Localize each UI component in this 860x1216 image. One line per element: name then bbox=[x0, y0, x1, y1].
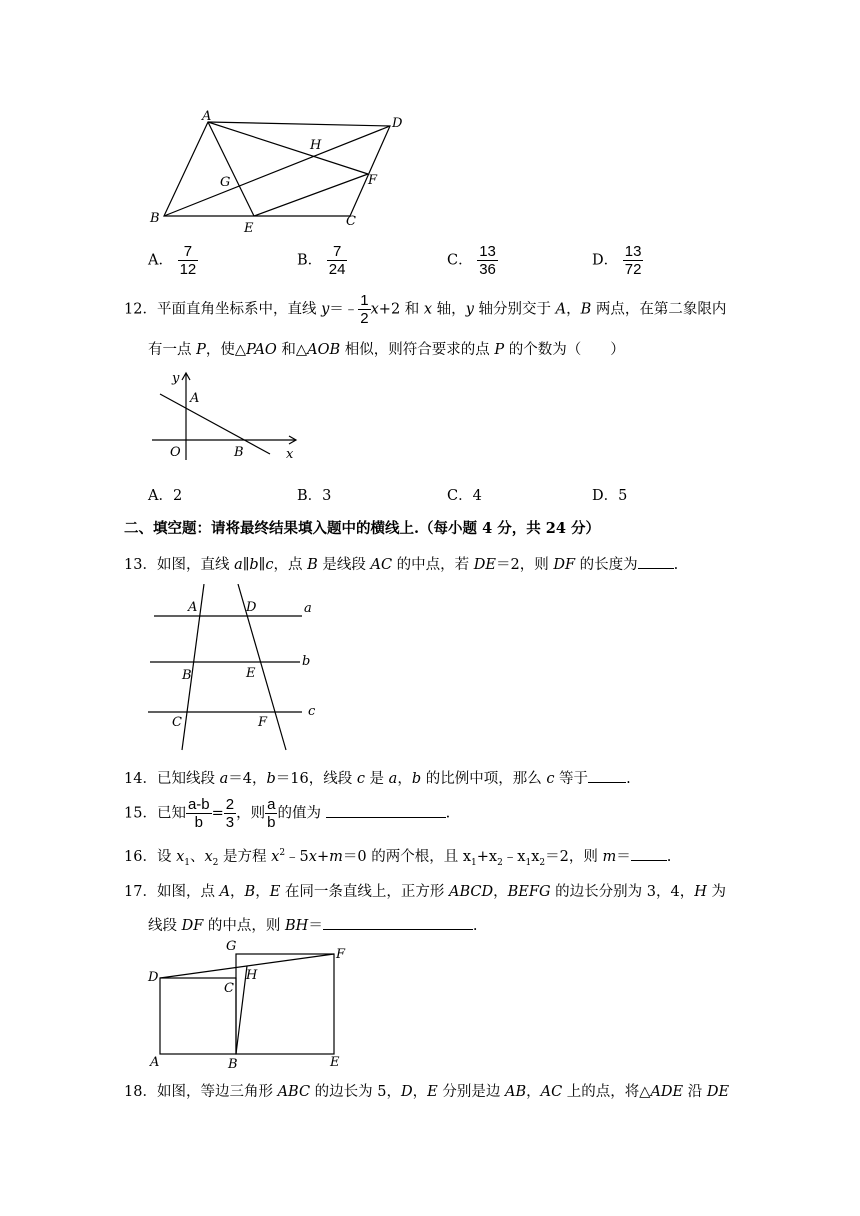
label-D: D bbox=[246, 600, 257, 615]
q12-option-b: B．3 bbox=[297, 488, 332, 504]
q12-line1: 12．平面直角坐标系中，直线 y＝﹣ $\frac{1}{2}$ x+2 和 x 轴，y 轴分别交于 A，B 两点，在第二象限内 bbox=[124, 292, 727, 327]
label-B: B bbox=[182, 668, 192, 683]
fraction: $\frac{a}{b}$ bbox=[267, 796, 276, 831]
q11-option-b: B． $\frac{7}{24}$ bbox=[297, 243, 346, 278]
q12-option-c: C．4 bbox=[447, 488, 482, 504]
label-A: A bbox=[190, 391, 200, 406]
q17-line1: 17．如图，点 A，B，E 在同一条直线上，正方形 ABCD，BEFG 的边长分别为 3，4，H 为 bbox=[124, 884, 726, 900]
label-F: F bbox=[368, 173, 378, 188]
label-E: E bbox=[246, 666, 256, 681]
fraction: $\frac{7}{12}$ bbox=[179, 243, 197, 278]
segment-EF bbox=[254, 174, 368, 216]
label-B: B bbox=[228, 1057, 238, 1072]
label-D: D bbox=[392, 116, 403, 131]
q13-parallel-lines-figure bbox=[140, 584, 330, 754]
label-D: D bbox=[148, 970, 159, 985]
label-A: A bbox=[150, 1055, 160, 1070]
fraction: $\frac{1}{2}$ bbox=[360, 292, 369, 327]
label-O: O bbox=[170, 445, 181, 460]
answer-blank[interactable] bbox=[638, 554, 674, 569]
q11-option-a: A． $\frac{7}{12}$ bbox=[148, 243, 197, 278]
q11-option-c: C． $\frac{13}{36}$ bbox=[447, 243, 496, 278]
q13-line: 13．如图，直线 a∥b∥c，点 B 是线段 AC 的中点，若 DE＝2，则 DF 的长度为 . bbox=[124, 553, 678, 574]
label-G: G bbox=[226, 939, 237, 954]
fraction: $\frac{7}{24}$ bbox=[328, 243, 346, 278]
label-y: y bbox=[172, 371, 180, 386]
q17-squares-figure bbox=[140, 936, 360, 1072]
q17-line2: 线段 DF 的中点，则 BH＝ . bbox=[148, 914, 477, 935]
q12-line2: 有一点 P，使△PAO 和△AOB 相似，则符合要求的点 P 的个数为（ ） bbox=[148, 342, 625, 358]
section-heading: 二、填空题：请将最终结果填入题中的横线上.（每小题 4 分，共 24 分） bbox=[124, 520, 601, 537]
q16-line: 16．设 $x_1$、$x_2$ 是方程 $x^2﹣5x+m=0$ 的两个根，且 $x_1+x_2﹣x_1x_2=2$，则 m＝ . bbox=[124, 845, 671, 868]
q12-option-d: D．5 bbox=[592, 488, 628, 504]
answer-blank[interactable] bbox=[326, 803, 446, 818]
label-G: G bbox=[220, 175, 231, 190]
label-B: B bbox=[150, 211, 160, 226]
label-c: c bbox=[308, 704, 316, 719]
label-a: a bbox=[304, 601, 312, 616]
answer-blank[interactable] bbox=[588, 768, 626, 783]
label-C: C bbox=[346, 214, 356, 229]
label-F: F bbox=[258, 715, 268, 730]
label-b: b bbox=[302, 654, 311, 669]
label-C: C bbox=[224, 981, 234, 996]
label-B: B bbox=[234, 445, 244, 460]
q14-line: 14．已知线段 a＝4，b＝16，线段 c 是 a，b 的比例中项，那么 c 等于 . bbox=[124, 767, 631, 788]
label-E: E bbox=[244, 221, 254, 236]
q18-line: 18．如图，等边三角形 ABC 的边长为 5，D，E 分别是边 AB，AC 上的点，将△ADE 沿 DE bbox=[124, 1084, 730, 1100]
label-A: A bbox=[188, 600, 198, 615]
label-F: F bbox=[336, 947, 346, 962]
q12-coordinate-figure bbox=[148, 366, 308, 466]
q11-option-d: D． $\frac{13}{72}$ bbox=[592, 243, 642, 278]
label-x: x bbox=[286, 447, 294, 462]
label-H: H bbox=[246, 968, 258, 983]
label-E: E bbox=[330, 1055, 340, 1070]
label-A: A bbox=[202, 109, 212, 124]
answer-blank[interactable] bbox=[323, 915, 473, 930]
fraction: $\frac{2}{3}$ bbox=[225, 796, 235, 831]
fraction: $\frac{13}{36}$ bbox=[479, 243, 496, 278]
q11-parallelogram-figure bbox=[140, 104, 430, 238]
answer-blank[interactable] bbox=[631, 846, 667, 861]
fraction: $\frac{a-b}{b}$ bbox=[187, 796, 210, 831]
fraction: $\frac{13}{72}$ bbox=[624, 243, 642, 278]
label-C: C bbox=[172, 715, 182, 730]
label-H: H bbox=[310, 138, 322, 153]
q15-line: 15．已知 $\frac{a-b}{b}$ = $\frac{2}{3}$ ，则 $\frac{a}{b}$ 的值为 . bbox=[124, 796, 451, 831]
q12-option-a: A．2 bbox=[148, 488, 183, 504]
segment-AE bbox=[208, 122, 254, 216]
